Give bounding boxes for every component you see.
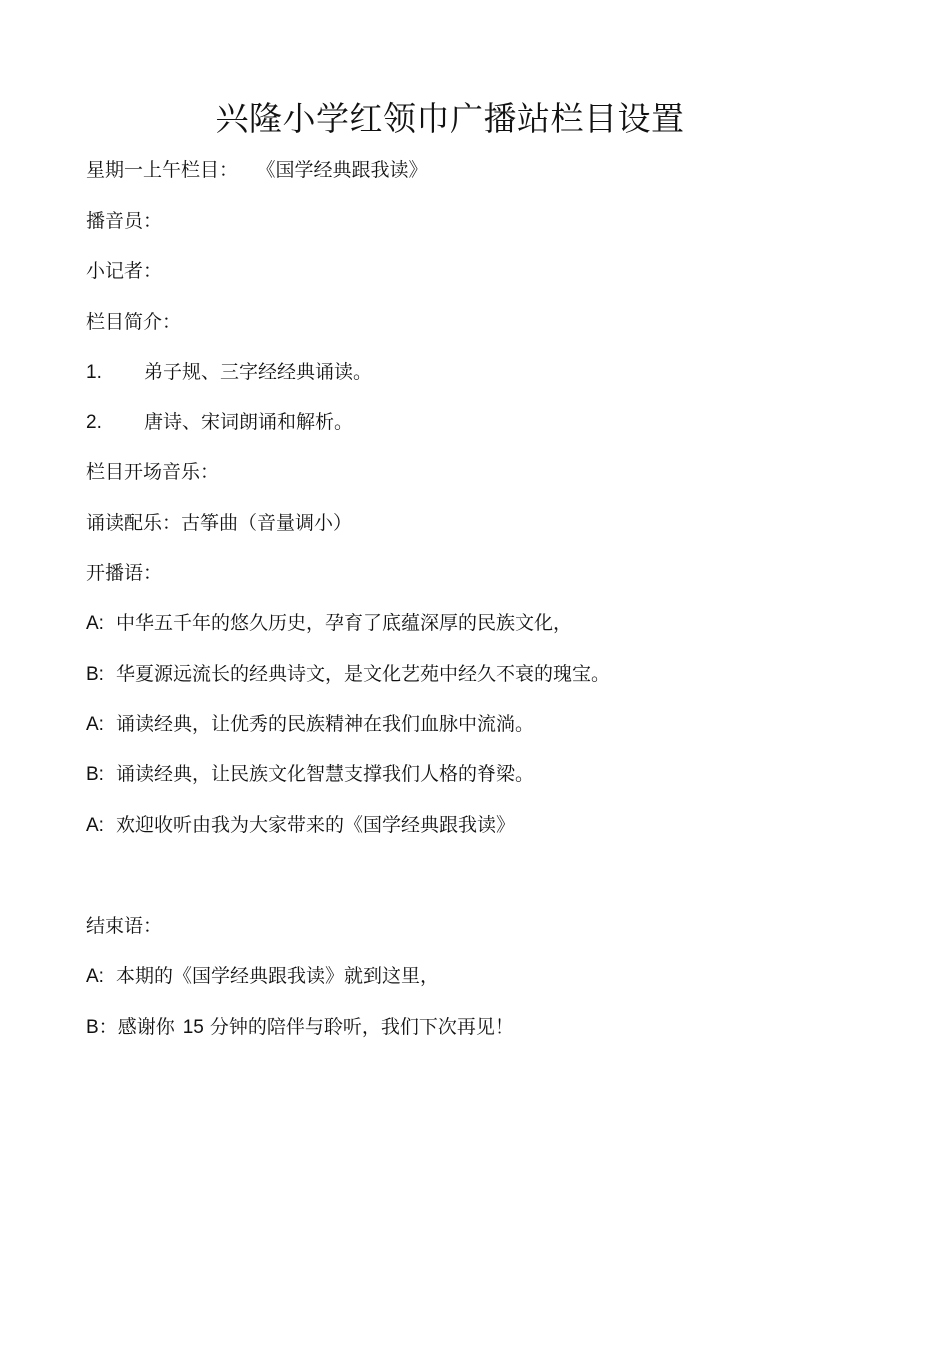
speaker-label: A: <box>86 613 104 634</box>
opening-words-heading <box>86 559 162 587</box>
speaker-label: A: <box>86 714 104 735</box>
dialogue-text: 本期的《国学经典跟我读》就到这里， <box>115 965 439 987</box>
dialogue-line <box>86 609 572 638</box>
intro-label: 栏目简介： <box>86 311 182 333</box>
opening-music-line <box>86 458 219 486</box>
dialogue-line <box>86 811 515 840</box>
dialogue-line <box>86 760 534 789</box>
intro-item-text: 唐诗、宋词朗诵和解析。 <box>144 411 354 433</box>
reading-music-value: 古筝曲（音量调小） <box>181 512 353 534</box>
intro-heading <box>86 308 181 336</box>
dialogue-text-end: 分钟的陪伴与聆听，我们下次再见！ <box>209 1016 514 1038</box>
speaker-label: A: <box>86 815 104 836</box>
broadcaster-label: 播音员： <box>86 210 163 232</box>
intro-item <box>86 358 372 387</box>
dialogue-line <box>86 660 610 689</box>
speaker-label: A: <box>86 966 104 987</box>
opening-words-label: 开播语： <box>86 562 163 584</box>
dialogue-text: 中华五千年的悠久历史，孕育了底蕴深厚的民族文化， <box>115 612 572 634</box>
closing-words-label: 结束语： <box>86 915 163 937</box>
speaker-label: B： <box>86 1017 118 1038</box>
monday-label: 星期一上午栏目： <box>86 159 239 181</box>
reporter-label: 小记者： <box>86 260 163 282</box>
reporter-line <box>86 257 162 285</box>
dialogue-text: 欢迎收听由我为大家带来的《国学经典跟我读》 <box>115 814 515 836</box>
dialogue-text-start: 感谢你 <box>117 1016 175 1038</box>
closing-words-heading <box>86 912 162 940</box>
dialogue-line <box>86 962 439 991</box>
dialogue-line <box>86 710 534 739</box>
monday-program-line <box>86 156 428 184</box>
intro-item-number: 1. <box>86 362 102 383</box>
intro-item-number: 2. <box>86 412 102 433</box>
dialogue-text: 诵读经典，让民族文化智慧支撑我们人格的脊梁。 <box>115 763 534 785</box>
speaker-label: B: <box>86 764 104 785</box>
dialogue-text: 诵读经典，让优秀的民族精神在我们血脉中流淌。 <box>115 713 534 735</box>
reading-music-line <box>86 509 352 537</box>
dialogue-line <box>86 1013 514 1042</box>
speaker-label: B: <box>86 664 104 685</box>
minutes-number: 15 <box>182 1017 204 1038</box>
opening-music-label: 栏目开场音乐： <box>86 461 220 483</box>
dialogue-text: 华夏源远流长的经典诗文，是文化艺苑中经久不衰的瑰宝。 <box>115 663 610 685</box>
reading-music-label: 诵读配乐： <box>86 512 182 534</box>
intro-item-text: 弟子规、三字经经典诵读。 <box>144 361 373 383</box>
broadcaster-line <box>86 207 162 235</box>
page-title: 兴隆小学红领巾广播站栏目设置 <box>215 99 685 138</box>
intro-item <box>86 408 353 437</box>
program-name: 《国学经典跟我读》 <box>266 159 428 181</box>
